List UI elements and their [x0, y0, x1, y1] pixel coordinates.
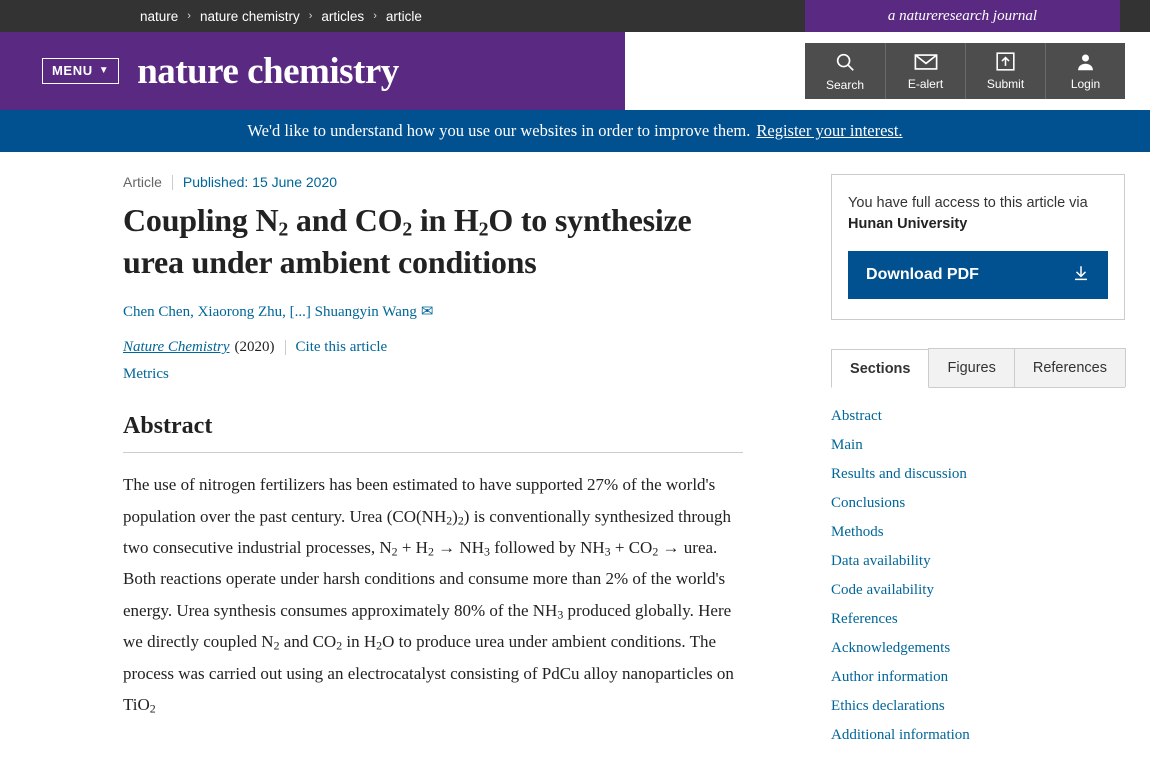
download-pdf-label: Download PDF	[866, 266, 979, 284]
institution-name: Hunan University	[848, 216, 968, 233]
article-type: Article	[123, 174, 162, 190]
title-subscript: 2	[478, 218, 489, 241]
access-box	[831, 174, 1125, 320]
title-subscript: 2	[402, 218, 413, 241]
search-button[interactable]	[805, 43, 885, 99]
person-icon	[1075, 51, 1096, 72]
access-message-text: You have full access to this article via	[848, 195, 1088, 211]
breadcrumb	[140, 9, 422, 24]
download-icon	[1072, 264, 1090, 287]
article-sidebar	[831, 152, 1125, 750]
page-body	[0, 152, 1150, 750]
login-button-label: Login	[1070, 77, 1101, 91]
tab-references[interactable]: References	[1014, 348, 1126, 387]
toc-item-references[interactable]: References	[831, 611, 898, 628]
toc-item-conclusions[interactable]: Conclusions	[831, 495, 906, 512]
submit-button[interactable]	[965, 43, 1045, 99]
envelope-icon	[914, 52, 938, 72]
author-names[interactable]: Chen Chen, Xiaorong Zhu, [...] Shuangyin Wang	[123, 304, 417, 321]
author-list	[123, 302, 743, 321]
submit-button-label: Submit	[986, 77, 1025, 91]
upload-box-icon	[995, 51, 1016, 72]
masthead-brand-area	[0, 32, 625, 110]
toc-item-results-and-discussion[interactable]: Results and discussion	[831, 466, 967, 483]
tab-sections[interactable]: Sections	[831, 349, 929, 388]
metrics-link[interactable]: Metrics	[123, 366, 169, 383]
title-part: O to synthesize urea under ambient conditions	[123, 202, 692, 281]
breadcrumb-item-article[interactable]: article	[385, 8, 422, 24]
menu-button[interactable]	[42, 58, 119, 84]
register-interest-link[interactable]: Register your interest.	[756, 121, 903, 140]
breadcrumb-item-nature-chemistry[interactable]: nature chemistry	[199, 8, 300, 24]
breadcrumb-separator-icon: ›	[308, 10, 313, 22]
publication-date: Published: 15 June 2020	[182, 174, 338, 190]
abstract-heading: Abstract	[123, 413, 743, 453]
toc-item-methods[interactable]: Methods	[831, 524, 884, 541]
corresponding-author-email-icon[interactable]: ✉	[420, 304, 434, 321]
page-title	[123, 200, 743, 282]
journal-name-link[interactable]: Nature Chemistry	[123, 339, 230, 356]
cookie-survey-banner	[0, 110, 1150, 152]
breadcrumb-item-nature[interactable]: nature	[140, 8, 179, 24]
access-message	[848, 193, 1108, 235]
toc-item-main[interactable]: Main	[831, 437, 863, 454]
menu-button-label: MENU	[52, 63, 93, 78]
breadcrumb-item-articles[interactable]: articles	[321, 8, 365, 24]
article-main-column	[123, 152, 743, 750]
top-breadcrumb-bar	[0, 0, 1150, 32]
search-icon	[834, 51, 856, 73]
toc-item-author-information[interactable]: Author information	[831, 669, 949, 686]
masthead	[0, 32, 1150, 110]
toc-item-data-availability[interactable]: Data availability	[831, 553, 931, 570]
citation-line	[123, 339, 743, 356]
article-meta	[123, 174, 743, 190]
ealert-button-label: E-alert	[907, 76, 944, 91]
masthead-utility-area	[625, 32, 1150, 110]
download-pdf-button[interactable]	[848, 251, 1108, 299]
title-subscript: 2	[278, 218, 289, 241]
cite-this-article-link[interactable]: Cite this article	[295, 339, 388, 356]
meta-divider	[172, 175, 173, 190]
login-button[interactable]	[1045, 43, 1125, 99]
search-button-label: Search	[825, 77, 865, 92]
title-part: and CO	[288, 202, 403, 238]
citation-divider	[285, 340, 286, 355]
breadcrumb-separator-icon: ›	[373, 10, 377, 22]
publication-year: (2020)	[234, 339, 275, 356]
title-part: in H	[412, 202, 479, 238]
ealert-button[interactable]	[885, 43, 965, 99]
toc-item-acknowledgements[interactable]: Acknowledgements	[831, 640, 951, 657]
toc-item-abstract[interactable]: Abstract	[831, 408, 882, 425]
site-logo[interactable]: nature chemistry	[137, 50, 399, 92]
toc-item-code-availability[interactable]: Code availability	[831, 582, 934, 599]
toc-item-additional-information[interactable]: Additional information	[831, 727, 970, 744]
journal-flag: a natureresearch journal	[805, 0, 1120, 32]
table-of-contents	[831, 402, 1125, 750]
chevron-down-icon: ▼	[98, 64, 110, 76]
toc-item-ethics-declarations[interactable]: Ethics declarations	[831, 698, 945, 715]
abstract-text: The use of nitrogen fertilizers has been estimated to have supported 27% of the world's population over the past century. Urea $(CO(NH_2)_2)$ is conventionally synthesized through two consecutive industrial processes, $N_2 + H_2 \to NH_3$ followed by $NH_3 + CO_2$ → urea. Both reactions operate under harsh conditions and consume more than 2% of the world's energy. Urea synthesis consumes approximately 80% of the $NH_3$ produced globally. Here we directly coupled $N_2$ and $CO_2$ in $H_2O$ to produce urea under ambient conditions. The process was carried out using an electrocatalyst consisting of PdCu alloy nanoparticles on TiO$_2$	[123, 475, 734, 716]
breadcrumb-separator-icon: ›	[187, 10, 191, 22]
title-part: Coupling N	[123, 202, 279, 238]
sidebar-tabs	[831, 348, 1125, 388]
tab-figures[interactable]: Figures	[928, 348, 1014, 387]
banner-text: We'd like to understand how you use our websites in order to improve them.	[247, 121, 751, 140]
